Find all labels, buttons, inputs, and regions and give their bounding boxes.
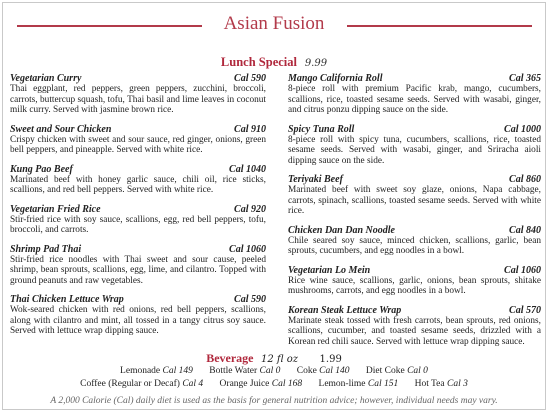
- item-description: Rice wine sauce, scallions, garlic, onions, bean sprouts, shitake mushrooms, carrots, and egg noodles in a bowl.: [288, 275, 541, 296]
- menu-item: [10, 164, 266, 196]
- item-calories: Cal 590: [234, 294, 266, 305]
- item-description: 8-piece roll with premium Pacific krab, mango, cucumbers, scallions, rice, toasted sesame seeds. Served with wasabi, ginger, and citrus ponzu dipping sauce on the side.: [288, 84, 541, 115]
- beverage-price: 1.99: [319, 354, 342, 365]
- menu-item: [288, 124, 541, 167]
- item-calories: Cal 1060: [504, 264, 541, 276]
- beverage-calories: Cal 151: [367, 379, 399, 389]
- item-description: Stir-fried rice with soy sauce, scallions, egg, red bell peppers, tofu, broccoli, and carrots.: [10, 214, 266, 235]
- lunch-special-label: Lunch Special: [220, 55, 297, 69]
- beverage-name: Coffee (Regular or Decaf): [80, 379, 180, 389]
- item-description: Stir-fried rice noodles with Thai sweet and sour cause, peeled shrimp, bean sprouts, scallions, egg, lime, and cilantro. Topped with ground peanuts and raw vegetables.: [10, 254, 266, 286]
- menu-item: [10, 294, 266, 337]
- beverage-heading: [3, 351, 545, 366]
- item-calories: Cal 570: [509, 304, 541, 316]
- menu-title-text: Asian Fusion: [218, 13, 331, 34]
- menu-page: [2, 2, 546, 410]
- beverage-calories: Cal 0: [259, 366, 281, 376]
- beverage-item: [120, 366, 193, 376]
- nutrition-footnote: A 2,000 Calorie (Cal) daily diet is used as the basis for general nutrition advice; however, individual needs may vary.: [50, 396, 498, 406]
- lunch-special-heading: [3, 55, 545, 70]
- menu-title: [3, 13, 545, 35]
- beverage-calories: Cal 168: [271, 379, 303, 389]
- item-calories: Cal 920: [234, 203, 266, 215]
- item-name: Thai Chicken Lettuce Wrap: [10, 294, 124, 305]
- beverage-name: Bottle Water: [209, 366, 258, 376]
- beverage-calories: Cal 140: [319, 366, 350, 376]
- beverage-item: [80, 379, 203, 389]
- item-name: Vegetarian Fried Rice: [10, 203, 101, 215]
- item-description: Crispy chicken with sweet and sour sauce, red ginger, onions, green bell peppers, and pineapple. Served with white rice.: [10, 134, 266, 155]
- item-name: Chicken Dan Dan Noodle: [288, 224, 395, 236]
- beverage-item: [220, 379, 303, 389]
- item-calories: Cal 1000: [504, 123, 541, 135]
- item-calories: Cal 860: [509, 174, 541, 185]
- beverage-item: [366, 366, 428, 376]
- lunch-special-price: 9.99: [304, 58, 328, 69]
- item-name: Vegetarian Lo Mein: [288, 264, 371, 276]
- item-calories: Cal 590: [234, 73, 266, 84]
- menu-item: [10, 124, 266, 156]
- item-description: 8-piece roll with spicy tuna, cucumbers, scallions, rice, toasted sesame seeds. Served with wasabi, ginger, and Sriracha aioli dipping sauce on the side.: [288, 134, 541, 166]
- beverage-name: Orange Juice: [219, 379, 270, 389]
- menu-item: [288, 265, 541, 297]
- menu-item: [288, 225, 541, 257]
- item-description: Marinate steak tossed with fresh carrots, bean sprouts, red onions, scallions, cucumber, and toasted sesame seeds, drizzled with a Korean red chili sauce. Served with lettuce wrap dipping sauce.: [288, 315, 541, 347]
- item-description: Marinated beef with sweet soy glaze, onions, Napa cabbage, carrots, spinach, scallions, toasted sesame seeds. Served with white rice.: [288, 185, 541, 216]
- item-calories: Cal 1060: [229, 243, 266, 255]
- item-name: Teriyaki Beef: [288, 174, 343, 185]
- beverage-item: [415, 379, 468, 389]
- item-name: Spicy Tuna Roll: [288, 123, 355, 135]
- item-description: Wok-seared chicken with red onions, red bell peppers, scallions, along with cilantro and mint, all tossed in a tangy citrus soy sauce. Served with lettuce wrap dipping sauce.: [10, 305, 266, 336]
- menu-item: [10, 244, 266, 287]
- beverage-label: Beverage: [206, 351, 254, 365]
- beverage-item: [319, 379, 399, 389]
- beverage-calories: Cal 3: [447, 379, 468, 389]
- item-name: Mango California Roll: [288, 73, 383, 84]
- item-description: Marinated beef with honey garlic sauce, chili oil, rice sticks, scallions, and red bell peppers. Served with white rice.: [10, 174, 266, 195]
- menu-item: [288, 305, 541, 348]
- beverage-calories: Cal 4: [182, 379, 204, 389]
- item-name: Kung Pao Beef: [10, 163, 73, 175]
- beverage-row-2: [3, 379, 545, 389]
- item-name: Vegetarian Curry: [10, 73, 82, 84]
- item-description: Thai eggplant, red peppers, green peppers, zucchini, broccoli, carrots, buttercup squash, tofu, Thai basil and lime leaves in coconut milk curry. Served with jasmine brown rice.: [10, 84, 266, 115]
- item-calories: Cal 365: [509, 73, 541, 84]
- item-calories: Cal 1040: [229, 163, 266, 175]
- beverage-name: Lemon-lime: [318, 379, 366, 389]
- menu-item: [288, 73, 541, 116]
- item-name: Shrimp Pad Thai: [10, 243, 82, 255]
- item-name: Korean Steak Lettuce Wrap: [288, 304, 402, 316]
- menu-item: [10, 204, 266, 236]
- beverage-name: Diet Coke: [365, 366, 405, 376]
- beverage-size: 12 fl oz: [261, 354, 299, 365]
- menu-item: [10, 73, 266, 116]
- beverage-calories: Cal 0: [407, 366, 428, 376]
- item-calories: Cal 840: [509, 224, 541, 236]
- menu-item: [288, 174, 541, 217]
- beverage-calories: Cal 149: [162, 366, 193, 376]
- menu-column-left: [10, 73, 266, 345]
- beverage-item: [209, 366, 280, 376]
- beverage-row-1: [3, 366, 545, 376]
- beverage-item: [297, 366, 350, 376]
- item-name: Sweet and Sour Chicken: [10, 123, 112, 135]
- menu-column-right: [288, 73, 541, 355]
- beverage-name: Coke: [296, 366, 317, 376]
- item-description: Chile seared soy sauce, minced chicken, scallions, garlic, bean sprouts, cucumbers, and egg noodles in a bowl.: [288, 235, 541, 256]
- item-calories: Cal 910: [234, 123, 266, 135]
- beverage-name: Lemonade: [120, 366, 161, 376]
- beverage-name: Hot Tea: [414, 379, 445, 389]
